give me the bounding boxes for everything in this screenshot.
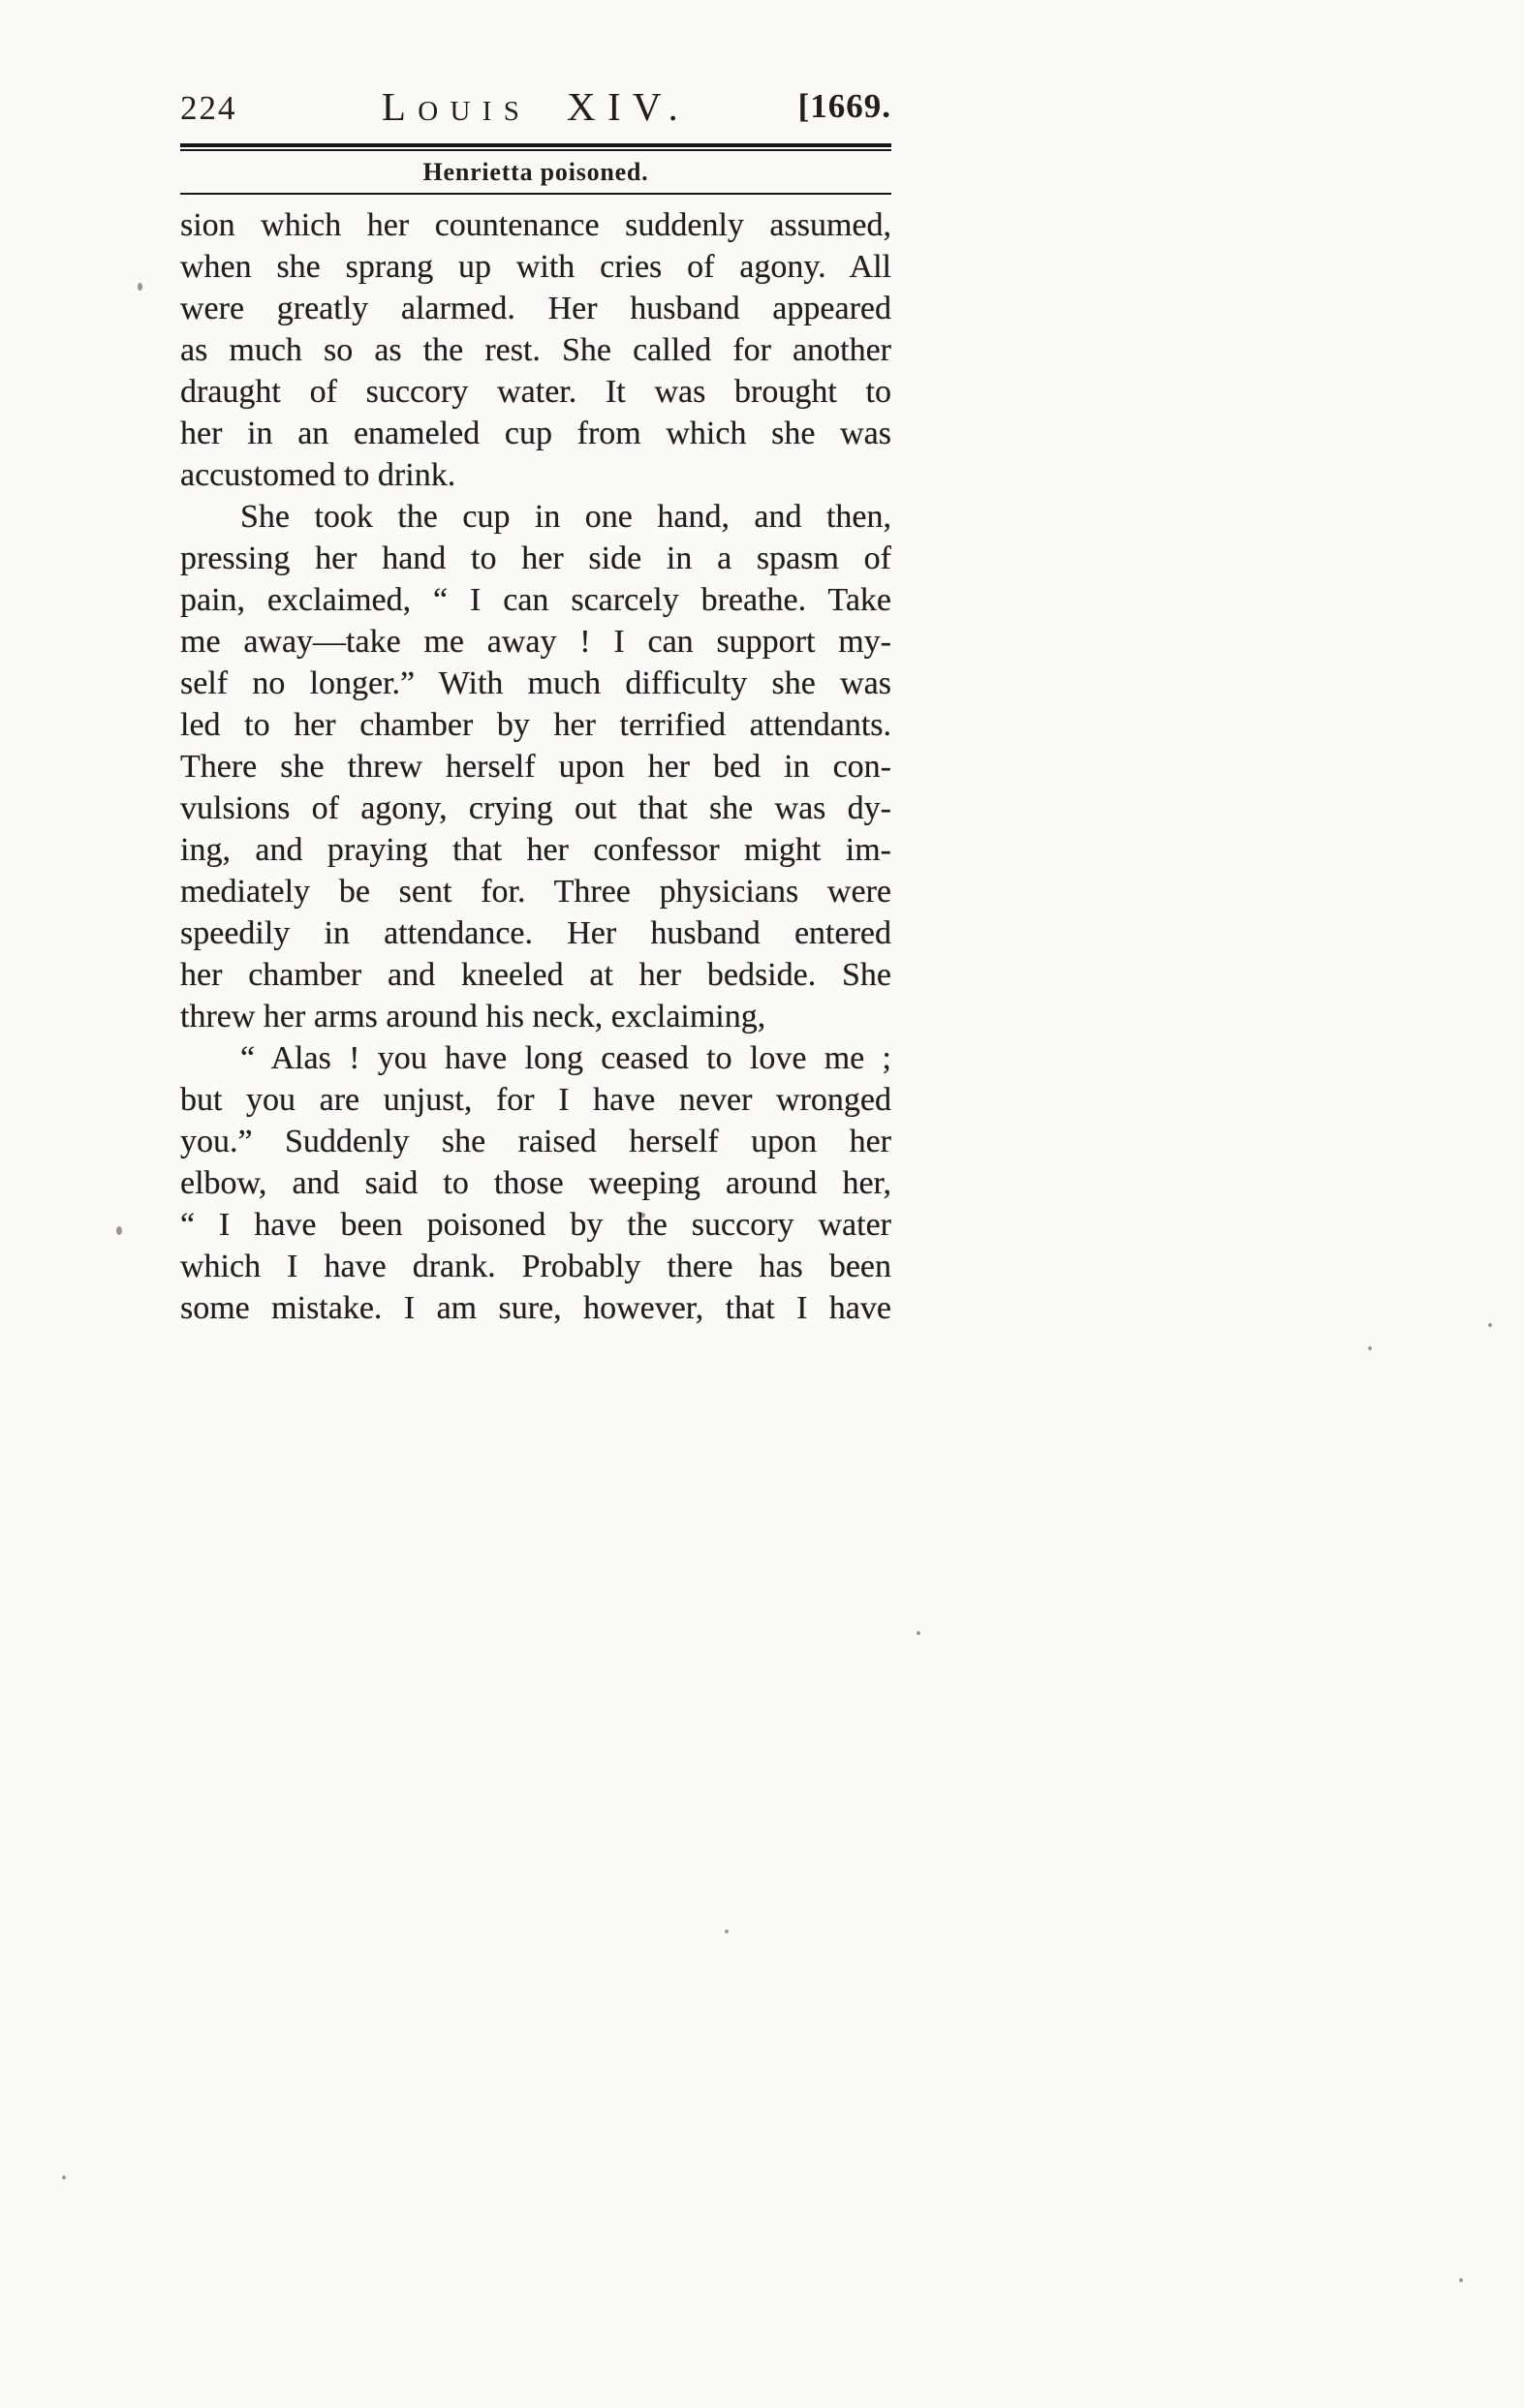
scan-speck bbox=[62, 2176, 66, 2179]
chapter-title: Louis XIV. bbox=[381, 84, 691, 129]
text-line: speedily in attendance. Her husband entered bbox=[180, 915, 891, 951]
scan-speck bbox=[1368, 1346, 1372, 1350]
text-line: which I have drank. Probably there has been bbox=[180, 1249, 891, 1284]
text-line: you.” Suddenly she raised herself upon her bbox=[180, 1124, 891, 1159]
page-header bbox=[180, 83, 891, 132]
scan-speck bbox=[1459, 2278, 1463, 2282]
text-line: as much so as the rest. She called for another bbox=[180, 332, 891, 368]
text-line: elbow, and said to those weeping around her, bbox=[180, 1165, 891, 1201]
text-column bbox=[180, 83, 891, 1329]
scan-speck bbox=[116, 1226, 122, 1235]
text-line: were greatly alarmed. Her husband appeared bbox=[180, 291, 891, 326]
scan-speck bbox=[917, 1631, 920, 1635]
text-line: threw her arms around his neck, exclaiming, bbox=[180, 999, 766, 1034]
scan-speck bbox=[725, 1929, 729, 1933]
text-line: sion which her countenance suddenly assumed, bbox=[180, 207, 891, 243]
text-line: pressing her hand to her side in a spasm of bbox=[180, 540, 891, 576]
text-line: ing, and praying that her confessor might im- bbox=[180, 832, 891, 868]
year-marker: [1669. bbox=[797, 87, 891, 125]
running-header: Henrietta poisoned. bbox=[422, 158, 649, 186]
text-line: self no longer.” With much difficulty she was bbox=[180, 665, 891, 701]
header-rule-bottom bbox=[180, 193, 891, 195]
scan-speck bbox=[1488, 1323, 1492, 1327]
text-line: her chamber and kneeled at her bedside. She bbox=[180, 957, 891, 993]
text-line: There she threw herself upon her bed in con- bbox=[180, 749, 891, 785]
text-line: She took the cup in one hand, and then, bbox=[240, 499, 891, 535]
page-body bbox=[180, 204, 891, 1329]
text-line: me away—take me away ! I can support my- bbox=[180, 624, 891, 660]
text-line: “ Alas ! you have long ceased to love me ; bbox=[240, 1040, 891, 1076]
text-line: some mistake. I am sure, however, that I have bbox=[180, 1290, 891, 1326]
text-line: pain, exclaimed, “ I can scarcely breathe. Take bbox=[180, 582, 891, 618]
text-line: accustomed to drink. bbox=[180, 457, 456, 493]
text-line: vulsions of agony, crying out that she was dy- bbox=[180, 790, 891, 826]
page-number: 224 bbox=[180, 89, 237, 127]
text-line: when she sprang up with cries of agony. All bbox=[180, 249, 891, 285]
text-line: but you are unjust, for I have never wronged bbox=[180, 1082, 891, 1118]
text-line: “ I have been poisoned by the succory water bbox=[180, 1207, 891, 1243]
scan-speck bbox=[138, 283, 142, 291]
text-line: draught of succory water. It was brought to bbox=[180, 374, 891, 410]
text-line: led to her chamber by her terrified attendants. bbox=[180, 707, 891, 743]
header-rule-top bbox=[180, 143, 891, 151]
text-line: her in an enameled cup from which she was bbox=[180, 416, 891, 451]
text-line: mediately be sent for. Three physicians were bbox=[180, 874, 891, 910]
